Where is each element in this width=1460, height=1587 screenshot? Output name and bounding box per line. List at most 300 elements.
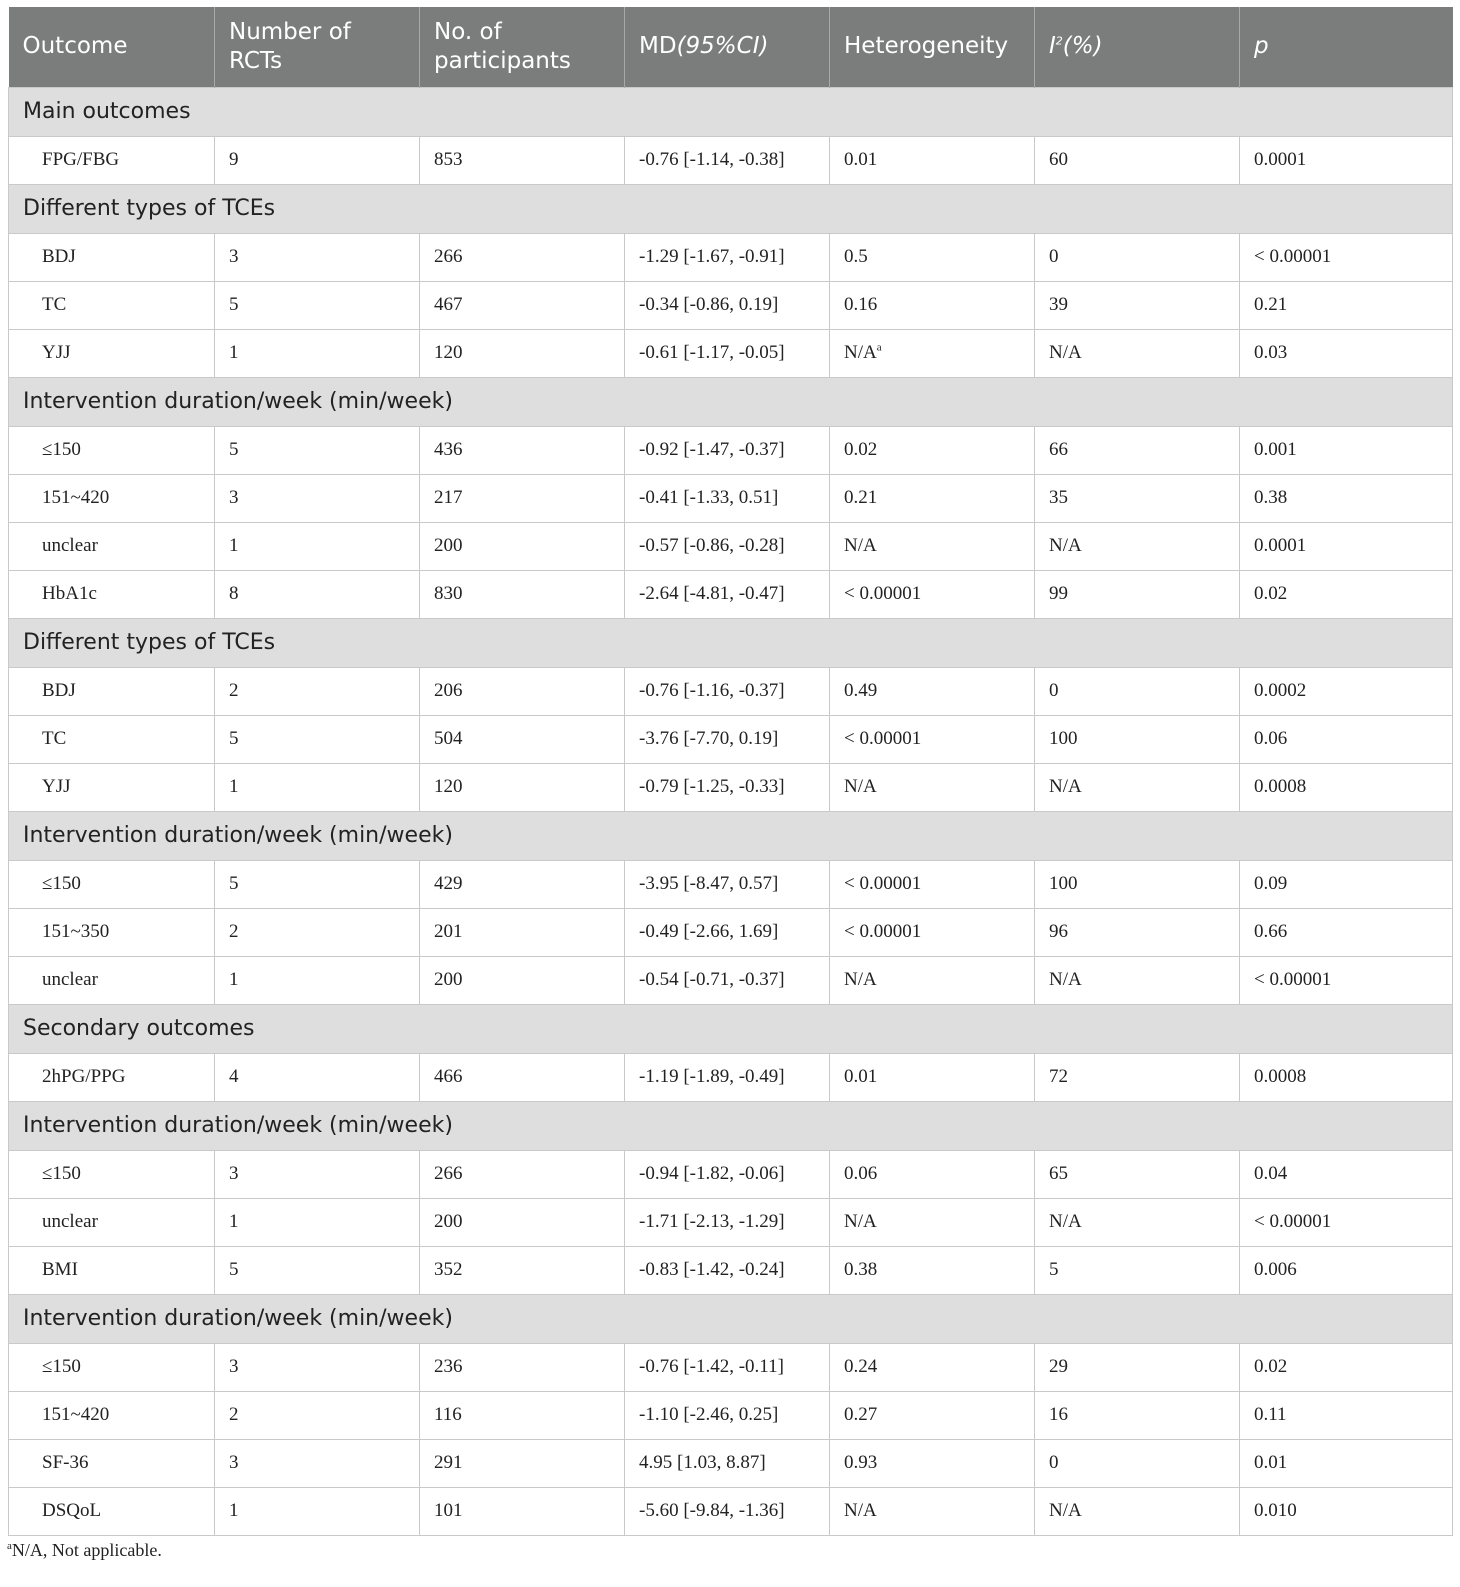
cell-outcome-value: BDJ [42, 680, 76, 701]
cell-rcts-value: 1 [229, 342, 239, 363]
cell-outcome-value: ≤150 [42, 439, 81, 460]
cell-p-value-value: 0.04 [1254, 1163, 1288, 1184]
cell-md-ci-value: -0.76 [-1.14, -0.38] [639, 149, 785, 170]
cell-rcts [215, 715, 420, 763]
cell-p-value-value: 0.21 [1254, 294, 1288, 315]
cell-md-ci-value: -0.83 [-1.42, -0.24] [639, 1259, 785, 1280]
cell-heterogeneity-value: 0.93 [844, 1452, 878, 1473]
cell-i2-value: 65 [1049, 1163, 1068, 1184]
header-p-label: p [1254, 33, 1269, 60]
group-label: Intervention duration/week (min/week) [9, 1101, 1453, 1150]
cell-participants-value: 466 [434, 1066, 463, 1087]
group-label: Main outcomes [9, 87, 1453, 136]
cell-p-value [1240, 281, 1453, 329]
cell-i2-value: 72 [1049, 1066, 1068, 1087]
cell-p-value-value: 0.01 [1254, 1452, 1288, 1473]
cell-outcome [9, 522, 215, 570]
cell-i2-value: 100 [1049, 873, 1078, 894]
cell-rcts-value: 2 [229, 1404, 239, 1425]
cell-rcts-value: 9 [229, 149, 239, 170]
cell-outcome [9, 860, 215, 908]
cell-rcts-value: 1 [229, 776, 239, 797]
footnote [7, 1540, 162, 1561]
cell-rcts-value: 5 [229, 294, 239, 315]
cell-p-value [1240, 1487, 1453, 1535]
cell-outcome [9, 329, 215, 377]
cell-md-ci [625, 715, 830, 763]
cell-md-ci-value: -0.54 [-0.71, -0.37] [639, 969, 785, 990]
cell-rcts [215, 1343, 420, 1391]
cell-md-ci [625, 1246, 830, 1294]
cell-rcts-value: 5 [229, 728, 239, 749]
cell-md-ci-value: 4.95 [1.03, 8.87] [639, 1452, 766, 1473]
group-header-row [9, 184, 1453, 233]
table-row [9, 570, 1453, 618]
cell-participants [420, 956, 625, 1004]
cell-rcts-value: 2 [229, 921, 239, 942]
cell-md-ci-value: -3.76 [-7.70, 0.19] [639, 728, 779, 749]
cell-outcome-value: HbA1c [42, 583, 97, 604]
cell-outcome-value: ≤150 [42, 873, 81, 894]
cell-outcome-value: YJJ [42, 776, 71, 797]
cell-heterogeneity [830, 522, 1035, 570]
cell-heterogeneity-value: 0.01 [844, 149, 878, 170]
cell-p-value [1240, 1246, 1453, 1294]
cell-heterogeneity-value: < 0.00001 [844, 921, 922, 942]
cell-outcome-value: YJJ [42, 342, 71, 363]
cell-rcts [215, 860, 420, 908]
cell-heterogeneity-value: N/A [844, 776, 877, 797]
cell-i2 [1035, 233, 1240, 281]
cell-md-ci [625, 570, 830, 618]
cell-md-ci [625, 474, 830, 522]
cell-participants-value: 101 [434, 1500, 463, 1521]
results-table-container [8, 7, 1452, 1536]
cell-participants [420, 329, 625, 377]
cell-rcts [215, 1198, 420, 1246]
cell-participants-value: 429 [434, 873, 463, 894]
cell-heterogeneity [830, 1391, 1035, 1439]
cell-heterogeneity [830, 1343, 1035, 1391]
cell-md-ci-value: -3.95 [-8.47, 0.57] [639, 873, 779, 894]
cell-outcome-value: BDJ [42, 246, 76, 267]
group-label: Secondary outcomes [9, 1004, 1453, 1053]
cell-heterogeneity-value: < 0.00001 [844, 873, 922, 894]
cell-participants-value: 217 [434, 487, 463, 508]
cell-md-ci-value: -0.94 [-1.82, -0.06] [639, 1163, 785, 1184]
cell-heterogeneity-value: 0.27 [844, 1404, 878, 1425]
cell-i2-value: 96 [1049, 921, 1068, 942]
cell-p-value [1240, 136, 1453, 184]
cell-rcts [215, 474, 420, 522]
cell-heterogeneity-value: N/A [844, 535, 877, 556]
cell-md-ci-value: -0.92 [-1.47, -0.37] [639, 439, 785, 460]
cell-participants [420, 522, 625, 570]
cell-outcome [9, 715, 215, 763]
cell-i2 [1035, 136, 1240, 184]
table-row [9, 233, 1453, 281]
group-label: Intervention duration/week (min/week) [9, 1294, 1453, 1343]
cell-participants [420, 1391, 625, 1439]
cell-p-value [1240, 1439, 1453, 1487]
cell-outcome [9, 1487, 215, 1535]
cell-md-ci [625, 908, 830, 956]
cell-heterogeneity-value: < 0.00001 [844, 728, 922, 749]
cell-rcts [215, 956, 420, 1004]
cell-i2-value: 39 [1049, 294, 1068, 315]
cell-p-value [1240, 474, 1453, 522]
cell-outcome [9, 1150, 215, 1198]
cell-p-value-value: 0.11 [1254, 1404, 1287, 1425]
cell-i2 [1035, 426, 1240, 474]
header-p [1240, 7, 1453, 87]
cell-participants-value: 436 [434, 439, 463, 460]
cell-p-value-value: 0.06 [1254, 728, 1288, 749]
cell-outcome [9, 1343, 215, 1391]
cell-outcome-value: BMI [42, 1259, 78, 1280]
cell-p-value [1240, 570, 1453, 618]
cell-rcts-value: 3 [229, 1356, 239, 1377]
cell-outcome-value: 2hPG/PPG [42, 1066, 126, 1087]
group-header-row [9, 1004, 1453, 1053]
cell-md-ci-value: -0.79 [-1.25, -0.33] [639, 776, 785, 797]
group-header-row [9, 618, 1453, 667]
cell-outcome-value: 151~350 [42, 921, 110, 942]
cell-heterogeneity-value: < 0.00001 [844, 583, 922, 604]
cell-p-value-value: < 0.00001 [1254, 969, 1332, 990]
cell-i2 [1035, 281, 1240, 329]
cell-rcts-value: 5 [229, 439, 239, 460]
cell-outcome [9, 1198, 215, 1246]
cell-outcome [9, 1439, 215, 1487]
cell-md-ci [625, 1487, 830, 1535]
cell-p-value [1240, 667, 1453, 715]
cell-rcts-value: 1 [229, 535, 239, 556]
cell-p-value-value: 0.09 [1254, 873, 1288, 894]
cell-md-ci-value: -1.29 [-1.67, -0.91] [639, 246, 785, 267]
cell-i2-value: 0 [1049, 246, 1059, 267]
cell-participants-value: 236 [434, 1356, 463, 1377]
cell-p-value [1240, 1150, 1453, 1198]
cell-i2-value: 60 [1049, 149, 1068, 170]
header-row [9, 7, 1453, 87]
cell-outcome-value: TC [42, 294, 67, 315]
cell-md-ci-value: -0.49 [-2.66, 1.69] [639, 921, 779, 942]
cell-p-value [1240, 522, 1453, 570]
cell-participants [420, 570, 625, 618]
cell-rcts [215, 136, 420, 184]
cell-md-ci-value: -0.61 [-1.17, -0.05] [639, 342, 785, 363]
cell-i2-value: 16 [1049, 1404, 1068, 1425]
cell-outcome [9, 1246, 215, 1294]
cell-i2 [1035, 1343, 1240, 1391]
cell-participants [420, 763, 625, 811]
cell-heterogeneity-value: N/A [844, 1500, 877, 1521]
group-header-row [9, 87, 1453, 136]
cell-p-value-value: < 0.00001 [1254, 246, 1332, 267]
cell-rcts [215, 1391, 420, 1439]
cell-p-value [1240, 860, 1453, 908]
group-label: Different types of TCEs [9, 618, 1453, 667]
cell-i2-value: N/A [1049, 1500, 1082, 1521]
cell-md-ci-value: -0.41 [-1.33, 0.51] [639, 487, 779, 508]
cell-md-ci [625, 1343, 830, 1391]
cell-i2-value: 100 [1049, 728, 1078, 749]
header-rcts: Number of RCTs [215, 7, 420, 87]
cell-participants [420, 860, 625, 908]
cell-outcome-value: SF-36 [42, 1452, 89, 1473]
cell-outcome [9, 908, 215, 956]
cell-heterogeneity-value: 0.5 [844, 246, 868, 267]
cell-p-value-value: 0.0008 [1254, 776, 1307, 797]
cell-i2 [1035, 763, 1240, 811]
cell-rcts-value: 3 [229, 1163, 239, 1184]
cell-i2-value: N/A [1049, 969, 1082, 990]
cell-rcts [215, 1487, 420, 1535]
cell-heterogeneity [830, 426, 1035, 474]
cell-md-ci [625, 667, 830, 715]
footnote-marker: a [7, 1540, 12, 1552]
cell-participants-value: 200 [434, 535, 463, 556]
cell-md-ci [625, 1439, 830, 1487]
table-row [9, 329, 1453, 377]
cell-i2 [1035, 1198, 1240, 1246]
cell-rcts-value: 1 [229, 1500, 239, 1521]
cell-md-ci [625, 522, 830, 570]
cell-p-value-value: 0.0001 [1254, 149, 1307, 170]
cell-heterogeneity [830, 281, 1035, 329]
cell-i2-value: 99 [1049, 583, 1068, 604]
cell-participants-value: 200 [434, 969, 463, 990]
cell-i2-value: N/A [1049, 342, 1082, 363]
cell-outcome [9, 281, 215, 329]
cell-p-value-value: 0.66 [1254, 921, 1288, 942]
group-label: Intervention duration/week (min/week) [9, 377, 1453, 426]
cell-i2 [1035, 715, 1240, 763]
cell-rcts-value: 8 [229, 583, 239, 604]
table-row [9, 763, 1453, 811]
cell-heterogeneity [830, 908, 1035, 956]
cell-outcome [9, 667, 215, 715]
cell-md-ci [625, 281, 830, 329]
cell-i2-value: 5 [1049, 1259, 1059, 1280]
header-i2-sup: 2 [1055, 34, 1063, 48]
cell-participants-value: 200 [434, 1211, 463, 1232]
cell-i2 [1035, 329, 1240, 377]
cell-participants [420, 1487, 625, 1535]
cell-heterogeneity [830, 233, 1035, 281]
table-row [9, 956, 1453, 1004]
table-row [9, 281, 1453, 329]
cell-rcts-value: 3 [229, 1452, 239, 1473]
cell-p-value-value: 0.010 [1254, 1500, 1297, 1521]
cell-heterogeneity [830, 715, 1035, 763]
cell-participants-value: 120 [434, 342, 463, 363]
cell-md-ci-value: -0.76 [-1.16, -0.37] [639, 680, 785, 701]
cell-participants-value: 266 [434, 246, 463, 267]
header-i2 [1035, 7, 1240, 87]
group-label: Different types of TCEs [9, 184, 1453, 233]
header-participants: No. of participants [420, 7, 625, 87]
cell-i2 [1035, 570, 1240, 618]
cell-p-value [1240, 956, 1453, 1004]
cell-heterogeneity [830, 763, 1035, 811]
cell-rcts [215, 667, 420, 715]
cell-i2 [1035, 667, 1240, 715]
cell-p-value-value: 0.006 [1254, 1259, 1297, 1280]
cell-outcome-value: ≤150 [42, 1356, 81, 1377]
cell-md-ci [625, 233, 830, 281]
table-row [9, 908, 1453, 956]
table-row [9, 1439, 1453, 1487]
group-header-row [9, 1294, 1453, 1343]
cell-outcome [9, 570, 215, 618]
cell-heterogeneity [830, 1053, 1035, 1101]
cell-heterogeneity-value: 0.02 [844, 439, 878, 460]
cell-participants-value: 291 [434, 1452, 463, 1473]
cell-i2 [1035, 1150, 1240, 1198]
group-label: Intervention duration/week (min/week) [9, 811, 1453, 860]
cell-outcome-value: ≤150 [42, 1163, 81, 1184]
footnote-text: N/A, Not applicable. [11, 1540, 162, 1560]
cell-participants-value: 467 [434, 294, 463, 315]
cell-i2 [1035, 1439, 1240, 1487]
header-i2-unit: (%) [1062, 33, 1103, 60]
cell-p-value-value: 0.0008 [1254, 1066, 1307, 1087]
cell-participants [420, 1246, 625, 1294]
cell-participants [420, 1053, 625, 1101]
table-row [9, 1343, 1453, 1391]
cell-p-value-value: 0.02 [1254, 1356, 1288, 1377]
cell-md-ci [625, 956, 830, 1004]
group-header-row [9, 377, 1453, 426]
cell-md-ci [625, 1150, 830, 1198]
header-outcome: Outcome [9, 7, 215, 87]
table-body [9, 87, 1453, 1535]
cell-i2-value: N/A [1049, 776, 1082, 797]
cell-p-value [1240, 1343, 1453, 1391]
table-row [9, 1198, 1453, 1246]
cell-i2 [1035, 1246, 1240, 1294]
cell-p-value [1240, 1053, 1453, 1101]
table-row [9, 860, 1453, 908]
cell-rcts-value: 5 [229, 873, 239, 894]
cell-participants-value: 853 [434, 149, 463, 170]
cell-participants [420, 136, 625, 184]
cell-participants-value: 201 [434, 921, 463, 942]
cell-participants [420, 1198, 625, 1246]
cell-participants [420, 1343, 625, 1391]
cell-i2 [1035, 956, 1240, 1004]
cell-participants [420, 1439, 625, 1487]
cell-md-ci [625, 1198, 830, 1246]
cell-p-value-value: 0.001 [1254, 439, 1297, 460]
cell-md-ci [625, 1053, 830, 1101]
cell-outcome-value: DSQoL [42, 1500, 102, 1521]
cell-participants-value: 206 [434, 680, 463, 701]
cell-p-value-value: 0.0001 [1254, 535, 1307, 556]
table-row [9, 1487, 1453, 1535]
cell-heterogeneity-value: 0.49 [844, 680, 878, 701]
cell-heterogeneity [830, 474, 1035, 522]
table-row [9, 474, 1453, 522]
cell-p-value-value: < 0.00001 [1254, 1211, 1332, 1232]
table-row [9, 426, 1453, 474]
cell-heterogeneity [830, 136, 1035, 184]
header-i2-letter: I [1049, 33, 1056, 60]
cell-md-ci-value: -0.57 [-0.86, -0.28] [639, 535, 785, 556]
cell-heterogeneity [830, 1198, 1035, 1246]
cell-p-value-value: 0.0002 [1254, 680, 1307, 701]
cell-i2 [1035, 1391, 1240, 1439]
cell-md-ci [625, 1391, 830, 1439]
cell-outcome [9, 763, 215, 811]
cell-participants [420, 667, 625, 715]
cell-outcome-value: unclear [42, 535, 98, 556]
header-md-prefix: MD [639, 33, 677, 60]
cell-heterogeneity [830, 667, 1035, 715]
cell-rcts [215, 1053, 420, 1101]
cell-outcome-value: TC [42, 728, 67, 749]
cell-rcts-value: 3 [229, 487, 239, 508]
cell-rcts [215, 329, 420, 377]
table-row [9, 715, 1453, 763]
cell-rcts [215, 908, 420, 956]
cell-md-ci-value: -1.10 [-2.46, 0.25] [639, 1404, 779, 1425]
cell-participants [420, 474, 625, 522]
table-header [9, 7, 1453, 87]
header-md [625, 7, 830, 87]
cell-heterogeneity [830, 1487, 1035, 1535]
cell-rcts [215, 233, 420, 281]
cell-p-value [1240, 763, 1453, 811]
cell-rcts-value: 3 [229, 246, 239, 267]
cell-i2 [1035, 474, 1240, 522]
cell-i2 [1035, 522, 1240, 570]
cell-participants [420, 426, 625, 474]
cell-rcts [215, 522, 420, 570]
cell-md-ci [625, 426, 830, 474]
cell-p-value [1240, 1391, 1453, 1439]
cell-participants [420, 1150, 625, 1198]
footnote-marker-ref: a [876, 341, 882, 354]
cell-i2 [1035, 1053, 1240, 1101]
table-row [9, 136, 1453, 184]
header-md-ci: (95%CI) [676, 33, 769, 60]
cell-rcts [215, 1439, 420, 1487]
cell-md-ci-value: -2.64 [-4.81, -0.47] [639, 583, 785, 604]
cell-rcts [215, 426, 420, 474]
cell-heterogeneity-value: 0.24 [844, 1356, 878, 1377]
cell-rcts-value: 1 [229, 969, 239, 990]
cell-outcome [9, 426, 215, 474]
cell-heterogeneity-value: N/A [844, 969, 877, 990]
cell-i2-value: 66 [1049, 439, 1068, 460]
cell-rcts [215, 763, 420, 811]
group-header-row [9, 1101, 1453, 1150]
cell-i2-value: N/A [1049, 1211, 1082, 1232]
table-row [9, 1150, 1453, 1198]
table-row [9, 1246, 1453, 1294]
cell-i2-value: 0 [1049, 680, 1059, 701]
cell-outcome-value: 151~420 [42, 1404, 110, 1425]
cell-rcts [215, 1150, 420, 1198]
cell-participants-value: 120 [434, 776, 463, 797]
cell-p-value-value: 0.03 [1254, 342, 1288, 363]
header-heterogeneity: Heterogeneity [830, 7, 1035, 87]
cell-md-ci-value: -1.19 [-1.89, -0.49] [639, 1066, 785, 1087]
cell-heterogeneity-value: 0.21 [844, 487, 878, 508]
